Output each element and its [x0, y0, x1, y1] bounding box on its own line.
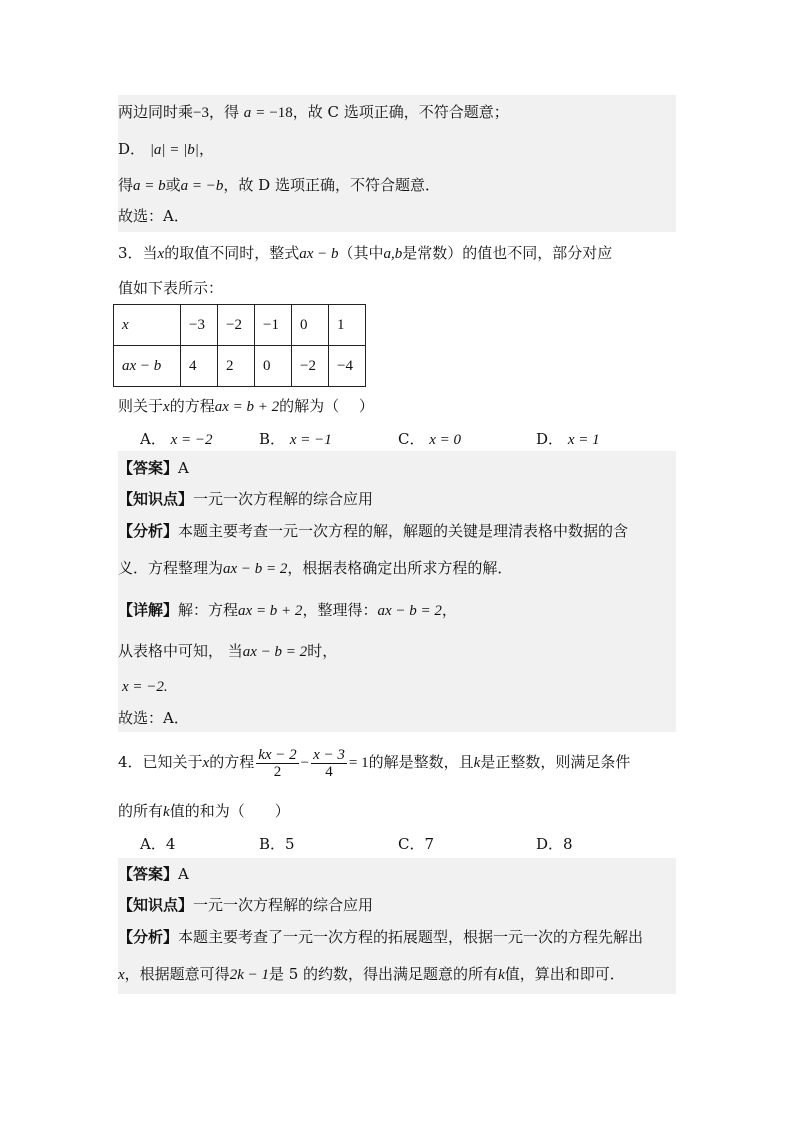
question-text: 则关于x的方程ax = b + 2的解为（ ） — [118, 397, 374, 415]
answer-line: 【答案】A — [118, 865, 189, 883]
detail-line: x = −2. — [122, 679, 168, 695]
option-c: C． x = 0 — [398, 430, 462, 448]
option-a: A． x = −2 — [140, 430, 213, 448]
solution-line: 得a = b或a = −b，故 D 选项正确，不符合题意． — [118, 176, 440, 194]
detail-line: 从表格中可知， 当ax − b = 2时， — [118, 642, 338, 660]
table-cell: 0 — [292, 305, 329, 346]
answer-line: 【答案】A — [118, 459, 189, 477]
answer-choice-line: 故选：A． — [118, 207, 189, 225]
solution-line: D． |a| = |b|， — [118, 140, 214, 158]
table-cell: 1 — [329, 305, 366, 346]
table-cell: 4 — [181, 346, 218, 387]
table-row — [114, 305, 366, 346]
analysis-line: 【分析】本题主要考查一元一次方程的解，解题的关键是理清表格中数据的含 — [118, 522, 629, 540]
table-cell: 0 — [255, 346, 292, 387]
option-b: B．5 — [259, 835, 295, 853]
knowledge-point-line: 【知识点】一元一次方程解的综合应用 — [118, 490, 374, 508]
analysis-line: x，根据题意可得2k − 1是 5 的约数，得出满足题意的所有k值，算出和即可． — [118, 965, 625, 983]
table-cell: −3 — [181, 305, 218, 346]
fraction: $\frac{kx - 2}{2}$ — [258, 746, 297, 780]
analysis-line: 义．方程整理为ax − b = 2，根据表格确定出所求方程的解． — [118, 559, 513, 577]
table-cell: −1 — [255, 305, 292, 346]
table-cell: −2 — [292, 346, 329, 387]
table-cell: −2 — [218, 305, 255, 346]
analysis-line: 【分析】本题主要考查了一元一次方程的拓展题型，根据一元一次的方程先解出 — [118, 928, 644, 946]
option-a: A．4 — [140, 835, 176, 853]
value-table — [113, 304, 366, 387]
fraction: $\frac{x - 3}{4}$ — [313, 746, 345, 780]
knowledge-point-line: 【知识点】一元一次方程解的综合应用 — [118, 896, 374, 914]
option-d: D．8 — [536, 835, 573, 853]
option-b: B． x = −1 — [259, 430, 332, 448]
question-stem: 3．当x的取值不同时，整式ax − b（其中a,b是常数）的值也不同，部分对应 — [118, 244, 613, 262]
table-cell: −4 — [329, 346, 366, 387]
option-d: D． x = 1 — [536, 430, 600, 448]
table-row — [114, 346, 366, 387]
answer-choice-line: 故选：A． — [118, 709, 189, 727]
question-stem: 的所有k值的和为（ ） — [118, 802, 290, 820]
option-c: C．7 — [398, 835, 435, 853]
table-cell: x — [114, 305, 181, 346]
detail-line: 【详解】解：方程ax = b + 2，整理得：ax − b = 2， — [118, 601, 457, 619]
question-stem: 4．已知关于x的方程 $\frac{kx - 2}{2}$ − $\frac{x - 3}{4}$ = 1的解是整数，且k是正整数，则满足条件 — [118, 746, 631, 780]
solution-line: 两边同时乘−3，得 a = −18，故 C 选项正确，不符合题意； — [118, 103, 509, 121]
table-cell: ax − b — [114, 346, 181, 387]
question-stem: 值如下表所示： — [118, 279, 224, 297]
table-cell: 2 — [218, 346, 255, 387]
